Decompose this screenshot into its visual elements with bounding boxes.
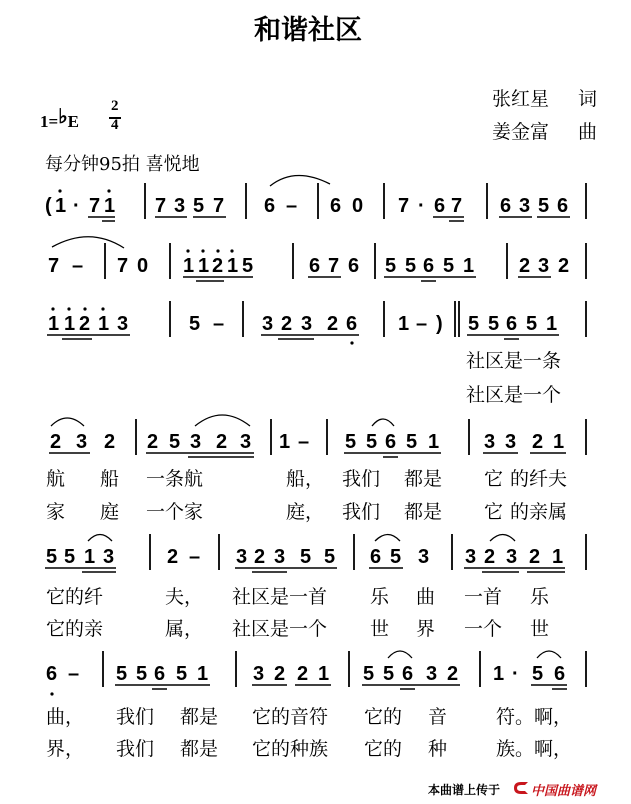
lyric: 船: [100, 468, 120, 490]
svg-text:(: (: [45, 195, 52, 217]
svg-text:1: 1: [183, 255, 195, 277]
lyric: 界，: [46, 738, 85, 760]
lyric: 曲: [416, 586, 436, 608]
svg-text:3: 3: [174, 195, 186, 217]
lyric: 它: [484, 501, 504, 523]
svg-text:5: 5: [383, 663, 395, 685]
score-row-5: [45, 534, 586, 572]
lyric: 符。啊，: [496, 706, 573, 728]
svg-text:6: 6: [370, 546, 382, 568]
svg-text:1: 1: [198, 255, 210, 277]
svg-text:6: 6: [346, 313, 358, 335]
svg-text:6: 6: [554, 663, 566, 685]
lyric: 庭，: [286, 501, 325, 523]
svg-text:2: 2: [254, 546, 266, 568]
svg-text:3: 3: [426, 663, 438, 685]
svg-text:2: 2: [79, 313, 91, 335]
svg-text:–: –: [68, 663, 80, 685]
svg-text:6: 6: [500, 195, 512, 217]
score-row-6: [46, 651, 586, 696]
svg-text:3: 3: [190, 431, 202, 453]
svg-text:3: 3: [274, 546, 286, 568]
svg-text:7: 7: [451, 195, 463, 217]
svg-text:3: 3: [519, 195, 531, 217]
svg-text:6: 6: [154, 663, 166, 685]
svg-text:3: 3: [506, 546, 518, 568]
svg-text:5: 5: [390, 546, 402, 568]
score-row-1: [45, 175, 586, 221]
footer-upload-text: 本曲谱上传于: [428, 783, 501, 797]
flat-icon: ♭: [58, 106, 68, 128]
lyric: 它的: [364, 738, 403, 760]
svg-text:2: 2: [558, 255, 570, 277]
svg-text:–: –: [298, 431, 310, 453]
svg-text:5: 5: [366, 431, 378, 453]
svg-text:3: 3: [76, 431, 88, 453]
svg-text:6: 6: [309, 255, 321, 277]
svg-text:6: 6: [402, 663, 414, 685]
svg-text:7: 7: [213, 195, 225, 217]
composer-name: 姜金富: [492, 121, 550, 143]
lyric: 的纤夫: [510, 468, 568, 490]
svg-text:5: 5: [443, 255, 455, 277]
svg-text:2: 2: [212, 255, 224, 277]
svg-text:5: 5: [193, 195, 205, 217]
tempo-marking: 每分钟95拍 喜悦地: [45, 154, 200, 175]
svg-text:2: 2: [327, 313, 339, 335]
lyric: 都是: [180, 738, 219, 760]
svg-text:5: 5: [526, 313, 538, 335]
lyric: 一个: [464, 618, 503, 640]
svg-text:6: 6: [557, 195, 569, 217]
time-signature-bottom: 4: [111, 117, 119, 133]
site-logo-icon: [512, 780, 530, 794]
svg-text:1: 1: [553, 431, 565, 453]
lyric: 家: [46, 501, 66, 523]
svg-text:·: ·: [512, 663, 519, 685]
lyric: 它的种族: [252, 738, 329, 760]
svg-text:3: 3: [240, 431, 252, 453]
svg-text:7: 7: [117, 255, 129, 277]
svg-text:1: 1: [64, 313, 76, 335]
svg-text:5: 5: [363, 663, 375, 685]
lyric: 一个家: [146, 501, 204, 523]
svg-text:6: 6: [506, 313, 518, 335]
svg-text:·: ·: [73, 195, 80, 217]
svg-text:–: –: [416, 313, 428, 335]
svg-text:2: 2: [167, 546, 179, 568]
svg-text:1: 1: [227, 255, 239, 277]
svg-text:5: 5: [136, 663, 148, 685]
svg-text:5: 5: [169, 431, 181, 453]
svg-text:5: 5: [488, 313, 500, 335]
lyric: 夫，: [165, 586, 204, 608]
svg-text:3: 3: [103, 546, 115, 568]
site-logo-text: 中国曲谱网: [531, 784, 597, 799]
lyric: 船，: [286, 468, 325, 490]
lyric-row3-verse1: 社区是一条: [466, 350, 562, 372]
lyricist-role: 词: [578, 88, 598, 110]
lyric: 航: [46, 468, 66, 490]
time-signature-top: 2: [111, 98, 119, 114]
svg-text:6: 6: [434, 195, 446, 217]
svg-text:–: –: [72, 255, 84, 277]
svg-text:2: 2: [104, 431, 116, 453]
lyric: 世: [530, 618, 550, 640]
lyric: 的亲属: [510, 501, 568, 523]
svg-text:3: 3: [505, 431, 517, 453]
svg-text:1: 1: [428, 431, 440, 453]
svg-text:1: 1: [55, 195, 67, 217]
lyric-row3-verse2: 社区是一个: [466, 384, 562, 406]
svg-text:2: 2: [447, 663, 459, 685]
svg-text:1: 1: [463, 255, 475, 277]
lyric: 都是: [180, 706, 219, 728]
svg-text:7: 7: [328, 255, 340, 277]
svg-text:–: –: [213, 313, 225, 335]
lyric: 一条航: [146, 468, 204, 490]
svg-text:–: –: [189, 546, 201, 568]
svg-text:5: 5: [406, 431, 418, 453]
lyric: 我们: [342, 501, 381, 523]
svg-text:5: 5: [538, 195, 550, 217]
svg-text:5: 5: [300, 546, 312, 568]
svg-text:3: 3: [301, 313, 313, 335]
svg-text:2: 2: [281, 313, 293, 335]
svg-text:5: 5: [64, 546, 76, 568]
svg-text:5: 5: [468, 313, 480, 335]
svg-text:1: 1: [493, 663, 505, 685]
score-row-2: [48, 237, 586, 281]
score-row-3: [47, 301, 586, 345]
svg-text:3: 3: [236, 546, 248, 568]
svg-text:6: 6: [423, 255, 435, 277]
svg-text:–: –: [286, 195, 298, 217]
svg-text:7: 7: [48, 255, 60, 277]
svg-text:3: 3: [117, 313, 129, 335]
svg-text:1: 1: [197, 663, 209, 685]
lyric: 我们: [116, 706, 155, 728]
svg-text:5: 5: [405, 255, 417, 277]
svg-text:6: 6: [330, 195, 342, 217]
svg-text:5: 5: [46, 546, 58, 568]
key-equals: =: [48, 112, 59, 131]
svg-text:1: 1: [104, 195, 116, 217]
lyricist-name: 张红星: [492, 88, 550, 110]
lyric: 我们: [342, 468, 381, 490]
lyric: 庭: [100, 501, 120, 523]
svg-text:1: 1: [279, 431, 291, 453]
svg-text:2: 2: [519, 255, 531, 277]
svg-text:1: 1: [398, 313, 410, 335]
svg-text:5: 5: [345, 431, 357, 453]
svg-text:3: 3: [262, 313, 274, 335]
key-tonic: 1: [40, 112, 49, 131]
svg-text:2: 2: [274, 663, 286, 685]
lyric: 都是: [404, 468, 443, 490]
svg-text:1: 1: [318, 663, 330, 685]
svg-text:3: 3: [253, 663, 265, 685]
composer-role: 曲: [578, 121, 598, 143]
svg-text:2: 2: [529, 546, 541, 568]
lyric: 我们: [116, 738, 155, 760]
lyric: 曲，: [46, 706, 85, 728]
svg-text:0: 0: [352, 195, 364, 217]
lyric: 音: [428, 706, 448, 728]
svg-text:5: 5: [324, 546, 336, 568]
svg-text:5: 5: [242, 255, 254, 277]
svg-text:3: 3: [465, 546, 477, 568]
lyric: 它: [484, 468, 504, 490]
svg-text:6: 6: [385, 431, 397, 453]
svg-text:1: 1: [98, 313, 110, 335]
svg-text:2: 2: [297, 663, 309, 685]
lyric: 社区是一个: [232, 618, 328, 640]
svg-text:5: 5: [189, 313, 201, 335]
key-letter: E: [67, 112, 79, 131]
lyric: 它的亲: [46, 618, 104, 640]
lyric: 乐: [530, 586, 550, 608]
svg-text:6: 6: [46, 663, 58, 685]
svg-text:2: 2: [50, 431, 62, 453]
lyric: 社区是一首: [232, 586, 328, 608]
lyric: 属，: [165, 618, 204, 640]
svg-text:0: 0: [137, 255, 149, 277]
lyric: 族。啊，: [496, 738, 573, 760]
lyric: 界: [416, 618, 436, 640]
svg-text:6: 6: [264, 195, 276, 217]
lyric: 它的音符: [252, 706, 329, 728]
svg-text:2: 2: [147, 431, 159, 453]
svg-text:1: 1: [48, 313, 60, 335]
svg-text:7: 7: [398, 195, 410, 217]
svg-text:1: 1: [552, 546, 564, 568]
song-title: 和谐社区: [254, 15, 362, 46]
svg-text:1: 1: [84, 546, 96, 568]
svg-text:6: 6: [348, 255, 360, 277]
svg-text:7: 7: [155, 195, 167, 217]
svg-text:5: 5: [176, 663, 188, 685]
lyric: 它的: [364, 706, 403, 728]
svg-text:5: 5: [532, 663, 544, 685]
svg-text:2: 2: [532, 431, 544, 453]
svg-text:·: ·: [418, 195, 425, 217]
lyric: 一首: [464, 586, 503, 608]
lyric: 都是: [404, 501, 443, 523]
svg-text:5: 5: [385, 255, 397, 277]
svg-text:): ): [436, 313, 443, 335]
svg-text:3: 3: [538, 255, 550, 277]
svg-text:3: 3: [484, 431, 496, 453]
lyric: 种: [428, 738, 448, 760]
svg-text:3: 3: [418, 546, 430, 568]
svg-text:2: 2: [484, 546, 496, 568]
svg-text:7: 7: [89, 195, 101, 217]
svg-text:1: 1: [546, 313, 558, 335]
lyric: 世: [370, 618, 390, 640]
svg-text:2: 2: [216, 431, 228, 453]
svg-text:5: 5: [116, 663, 128, 685]
lyric: 它的纤: [46, 586, 104, 608]
lyric: 乐: [370, 586, 390, 608]
score-row-4: [49, 415, 586, 457]
